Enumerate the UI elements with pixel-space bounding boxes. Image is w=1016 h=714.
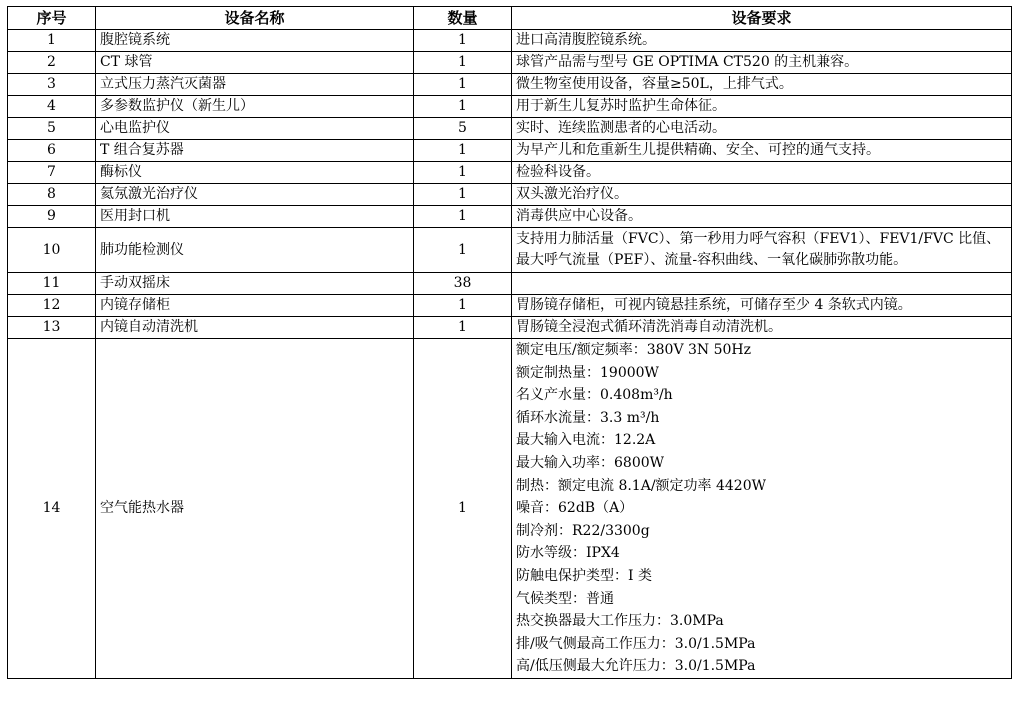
requirement-line: 球管产品需与型号 GE OPTIMA CT520 的主机兼容。 — [516, 54, 859, 70]
equipment-requirement — [512, 140, 1012, 162]
table-row — [8, 140, 1012, 162]
equipment-qty: 1 — [414, 74, 512, 96]
equipment-table-container — [7, 6, 1012, 679]
table-row — [8, 96, 1012, 118]
equipment-requirement — [512, 206, 1012, 228]
requirement-line: 进口高清腹腔镜系统。 — [516, 32, 656, 48]
equipment-requirement — [512, 339, 1012, 679]
requirement-line: 排/吸气侧最高工作压力：3.0/1.5MPa — [516, 635, 756, 652]
requirement-line: 最大输入电流：12.2A — [516, 432, 656, 449]
requirement-line: 气候类型：普通 — [516, 590, 614, 607]
requirement-line: 制冷剂：R22/3300g — [516, 522, 650, 539]
row-index: 4 — [8, 96, 96, 118]
equipment-requirement — [512, 96, 1012, 118]
equipment-name: 多参数监护仪（新生儿） — [96, 96, 414, 118]
requirement-line: 防触电保护类型：I 类 — [516, 567, 652, 584]
equipment-qty: 1 — [414, 228, 512, 273]
equipment-name: 手动双摇床 — [96, 273, 414, 295]
table-row — [8, 206, 1012, 228]
row-index: 14 — [8, 339, 96, 679]
equipment-requirement — [512, 30, 1012, 52]
equipment-name: T 组合复苏器 — [96, 140, 414, 162]
row-index: 11 — [8, 273, 96, 295]
requirement-line: 消毒供应中心设备。 — [516, 208, 642, 224]
equipment-qty: 1 — [414, 206, 512, 228]
header-qty: 数量 — [414, 7, 512, 30]
table-row — [8, 295, 1012, 317]
equipment-qty: 1 — [414, 140, 512, 162]
requirement-line: 热交换器最大工作压力：3.0MPa — [516, 613, 724, 630]
table-row — [8, 317, 1012, 339]
equipment-qty: 1 — [414, 295, 512, 317]
equipment-requirement — [512, 74, 1012, 96]
requirement-line: 最大输入功率：6800W — [516, 454, 665, 471]
table-row — [8, 30, 1012, 52]
requirement-line: 双头激光治疗仪。 — [516, 186, 628, 202]
equipment-requirement — [512, 118, 1012, 140]
requirement-line: 噪音：62dB（A） — [516, 500, 634, 517]
equipment-name: 腹腔镜系统 — [96, 30, 414, 52]
header-name: 设备名称 — [96, 7, 414, 30]
table-row — [8, 52, 1012, 74]
equipment-qty: 5 — [414, 118, 512, 140]
header-index: 序号 — [8, 7, 96, 30]
requirement-line: 名义产水量：0.408m³/h — [516, 387, 673, 404]
equipment-requirement — [512, 162, 1012, 184]
equipment-name: 心电监护仪 — [96, 118, 414, 140]
requirement-line: 实时、连续监测患者的心电活动。 — [516, 120, 726, 136]
requirement-line: 额定制热量：19000W — [516, 364, 659, 381]
equipment-requirement — [512, 317, 1012, 339]
row-index: 7 — [8, 162, 96, 184]
header-row — [8, 7, 1012, 30]
row-index: 3 — [8, 74, 96, 96]
row-index: 8 — [8, 184, 96, 206]
equipment-qty: 1 — [414, 339, 512, 679]
equipment-qty: 1 — [414, 184, 512, 206]
equipment-name: 酶标仪 — [96, 162, 414, 184]
row-index: 10 — [8, 228, 96, 273]
equipment-requirement — [512, 295, 1012, 317]
requirement-line: 为早产儿和危重新生儿提供精确、安全、可控的通气支持。 — [516, 142, 880, 158]
requirement-line: 防水等级：IPX4 — [516, 545, 620, 562]
equipment-qty: 38 — [414, 273, 512, 295]
equipment-qty: 1 — [414, 96, 512, 118]
equipment-requirement — [512, 184, 1012, 206]
table-row — [8, 184, 1012, 206]
equipment-name: 肺功能检测仪 — [96, 228, 414, 273]
row-index: 9 — [8, 206, 96, 228]
equipment-requirement — [512, 228, 1012, 273]
header-req: 设备要求 — [512, 7, 1012, 30]
table-row — [8, 74, 1012, 96]
requirement-line: 胃肠镜存储柜，可视内镜悬挂系统，可储存至少 4 条软式内镜。 — [516, 297, 912, 313]
table-row — [8, 339, 1012, 679]
row-index: 5 — [8, 118, 96, 140]
requirement-line: 高/低压侧最大允许压力：3.0/1.5MPa — [516, 658, 756, 675]
equipment-name: 医用封口机 — [96, 206, 414, 228]
table-row — [8, 162, 1012, 184]
row-index: 2 — [8, 52, 96, 74]
requirement-line: 额定电压/额定频率：380V 3N 50Hz — [516, 342, 752, 358]
row-index: 1 — [8, 30, 96, 52]
equipment-name: 立式压力蒸汽灭菌器 — [96, 74, 414, 96]
equipment-table — [7, 6, 1012, 679]
row-index: 12 — [8, 295, 96, 317]
equipment-name: 氦氖激光治疗仪 — [96, 184, 414, 206]
requirement-line: 检验科设备。 — [516, 164, 600, 180]
equipment-name: 内镜存储柜 — [96, 295, 414, 317]
requirement-line: 最大呼气流量（PEF）、流量-容积曲线、一氧化碳肺弥散功能。 — [516, 252, 908, 268]
requirement-line: 制热：额定电流 8.1A/额定功率 4420W — [516, 477, 767, 494]
equipment-name: CT 球管 — [96, 52, 414, 74]
table-row — [8, 118, 1012, 140]
requirement-line: 循环水流量：3.3 m³/h — [516, 409, 660, 426]
equipment-requirement — [512, 273, 1012, 295]
row-index: 6 — [8, 140, 96, 162]
equipment-qty: 1 — [414, 52, 512, 74]
requirement-line: 支持用力肺活量（FVC）、第一秒用力呼气容积（FEV1）、FEV1/FVC 比值、 — [516, 231, 1001, 247]
row-index: 13 — [8, 317, 96, 339]
table-body — [8, 30, 1012, 679]
equipment-name: 空气能热水器 — [96, 339, 414, 679]
table-row — [8, 273, 1012, 295]
equipment-qty: 1 — [414, 317, 512, 339]
equipment-qty: 1 — [414, 30, 512, 52]
requirement-line: 微生物室使用设备，容量≥50L，上排气式。 — [516, 76, 793, 92]
equipment-qty: 1 — [414, 162, 512, 184]
equipment-name: 内镜自动清洗机 — [96, 317, 414, 339]
table-row — [8, 228, 1012, 273]
requirement-line: 用于新生儿复苏时监护生命体征。 — [516, 98, 726, 114]
equipment-requirement — [512, 52, 1012, 74]
requirement-line: 胃肠镜全浸泡式循环清洗消毒自动清洗机。 — [516, 319, 782, 335]
